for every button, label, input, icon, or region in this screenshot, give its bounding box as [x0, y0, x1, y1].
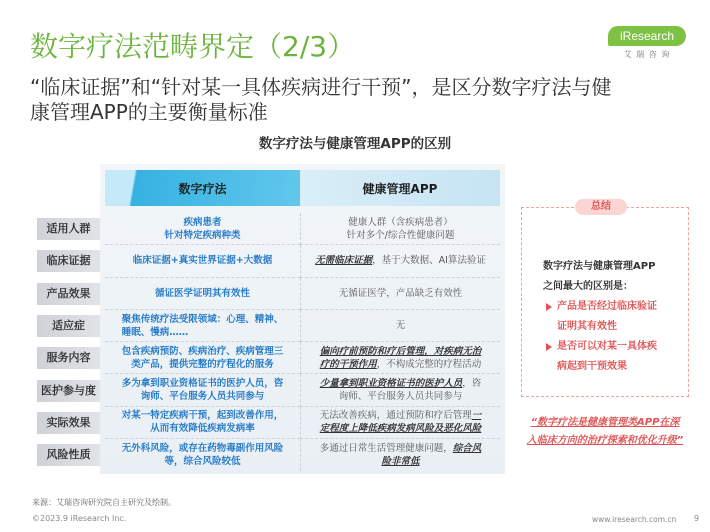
column-header-digital-therapeutics: 数字疗法: [105, 170, 300, 206]
row-label: 产品效果: [37, 283, 100, 305]
copyright: ©2023.9 iResearch Inc.: [32, 514, 127, 523]
row-label: 适应症: [37, 315, 100, 337]
dtx-cell-line: 针对特定疾病种类: [164, 229, 241, 241]
dtx-cell: [105, 374, 300, 406]
app-cell-text: [320, 442, 482, 468]
app-cell: [300, 310, 500, 342]
dtx-cell-line: 类产品，提供完整的疗程化的服务: [131, 358, 274, 370]
summary-tag: 总结: [575, 199, 627, 215]
app-cell-emphasis: 无需临床证据: [315, 255, 373, 267]
row-actual-effect: [37, 407, 500, 439]
page-number: 9: [694, 514, 700, 523]
app-cell-line: 健康人群（含疾病患者）: [348, 216, 453, 228]
page-subtitle: [30, 75, 611, 125]
row-medical-staff-involvement: [37, 374, 500, 406]
dtx-cell-line: 无外科风险，或存在药物毒副作用风险: [121, 443, 284, 455]
row-label: 临床证据: [37, 250, 100, 272]
app-cell-line: 多通过日常生活管理健康问题，: [319, 443, 453, 455]
row-label: 医护参与度: [37, 380, 100, 402]
row-service-content: [37, 342, 500, 374]
brand-logo: [606, 24, 688, 62]
dtx-cell: [105, 439, 300, 471]
row-clinical-evidence: [37, 245, 500, 277]
app-cell-emphasis: 一: [471, 410, 482, 422]
dtx-cell-text: [122, 313, 284, 339]
dtx-cell-line: 包含疾病预防、疾病治疗、疾病管理三: [121, 345, 284, 357]
app-cell-emphasis: 疗的干预作用: [319, 358, 377, 370]
dtx-cell-line: 聚焦传统疗法受限领域：心理、精神、: [121, 313, 284, 325]
summary-quote-line: “数字疗法是健康管理类APP在深: [530, 417, 680, 428]
dtx-cell: [105, 342, 300, 374]
bullet-triangle-icon: [546, 343, 552, 351]
dtx-cell: [105, 213, 300, 245]
comparison-table: [37, 213, 500, 471]
row-product-efficacy: [37, 278, 500, 310]
app-cell-line: 针对多个/综合性健康问题: [346, 229, 455, 241]
app-cell: [300, 245, 500, 277]
app-cell-text: [320, 377, 482, 403]
logo-wordmark: iResearch: [608, 26, 686, 46]
app-cell-emphasis: 综合风: [452, 443, 482, 455]
dtx-cell-line: 从而有效降低疾病发病率: [150, 423, 255, 435]
column-header-health-app: 健康管理APP: [300, 170, 500, 206]
app-cell-text: [320, 345, 482, 371]
row-label: 风险性质: [37, 444, 100, 466]
dtx-cell: [105, 310, 300, 342]
dtx-cell-line: 临床证据+真实世界证据+大数据: [132, 255, 273, 267]
app-cell: [300, 407, 500, 439]
app-cell-text: [320, 409, 482, 435]
summary-bullet-line: 病起到干预效果: [557, 361, 627, 372]
summary-lead-line: 之间最大的区别是：: [543, 281, 633, 292]
dtx-cell-text: [122, 442, 284, 468]
app-cell: [300, 278, 500, 310]
dtx-cell-line: 睡眠、慢病……: [121, 326, 189, 338]
dtx-cell-line: 疾病患者: [183, 216, 222, 228]
app-cell-emphasis: 险非常低: [381, 456, 420, 468]
app-cell: [300, 213, 500, 245]
logo-chinese-name: 艾 瑞 咨 询: [623, 50, 671, 59]
dtx-cell-text: [122, 409, 284, 435]
subtitle-line: “临床证据”和“针对某一具体疾病进行干预”，是区分数字疗法与健: [30, 75, 612, 99]
dtx-cell-text: [122, 345, 284, 371]
app-cell-line: ，不构成完整的疗程活动: [376, 358, 482, 370]
app-cell-emphasis: 偏向疗前预防和疗后管理，对疾病无治: [319, 345, 482, 357]
app-cell-line: 无法改善疾病，通过预防和疗后管理: [319, 410, 472, 422]
dtx-cell-line: 循证医学证明其有效性: [154, 287, 250, 299]
dtx-cell: [105, 245, 300, 277]
app-cell-text: [347, 216, 455, 242]
summary-body: [543, 257, 685, 377]
table-title: 数字疗法与健康管理APP的区别: [258, 136, 452, 152]
summary-bullet: [543, 337, 685, 377]
subtitle-line: 康管理APP的主要衡量标准: [30, 100, 268, 124]
summary-bullet-line: 证明其有效性: [557, 321, 617, 332]
dtx-cell: [105, 278, 300, 310]
dtx-cell-line: 等，综合风险较低: [164, 456, 241, 468]
app-cell-line: ，基于大数据、AI算法验证: [372, 255, 486, 267]
summary-lead-line: 数字疗法与健康管理APP: [543, 261, 656, 272]
row-label: 适用人群: [37, 218, 100, 240]
dtx-cell: [105, 407, 300, 439]
dtx-cell-line: 对某一特定疾病干预，起到改善作用，: [121, 410, 284, 422]
app-cell: [300, 439, 500, 471]
dtx-cell-text: [164, 216, 240, 242]
bullet-triangle-icon: [546, 303, 552, 311]
website-url: www.iresearch.com.cn: [592, 515, 677, 524]
app-cell-line: 无: [395, 320, 406, 332]
source-note: 来源：艾瑞咨询研究院自主研究及绘制。: [32, 498, 176, 507]
summary-quote-line: 入临床方向的治疗探索和优化升级”: [526, 435, 684, 446]
summary-bullet: [543, 297, 685, 337]
app-cell-line: 无循证医学，产品缺乏有效性: [338, 287, 463, 299]
summary-bullet-line: 产品是否经过临床验证: [557, 301, 657, 312]
dtx-cell-text: [122, 377, 284, 403]
page-title: 数字疗法范畴界定（2/3）: [30, 30, 356, 63]
app-cell: [300, 374, 500, 406]
dtx-cell-line: 多为拿到职业资格证书的医护人员，咨: [121, 378, 284, 390]
app-cell-text: [315, 254, 486, 267]
summary-quote: [520, 414, 690, 450]
app-cell-emphasis: 定程度上降低疾病发病风险及恶化风险: [319, 423, 482, 435]
dtx-cell-line: 询师、平台服务人员共同参与: [140, 391, 265, 403]
app-cell-emphasis: 少量拿到职业资格证书的医护人员: [319, 378, 463, 390]
row-risk-nature: [37, 439, 500, 471]
row-target-population: [37, 213, 500, 245]
row-indications: [37, 310, 500, 342]
row-label: 实际效果: [37, 412, 100, 434]
app-cell: [300, 342, 500, 374]
summary-bullet-line: 是否可以对某一具体疾: [557, 341, 657, 352]
app-cell-line: 询师、平台服务人员共同参与: [338, 391, 463, 403]
app-cell-line: ，咨: [462, 378, 482, 390]
row-label: 服务内容: [37, 347, 100, 369]
